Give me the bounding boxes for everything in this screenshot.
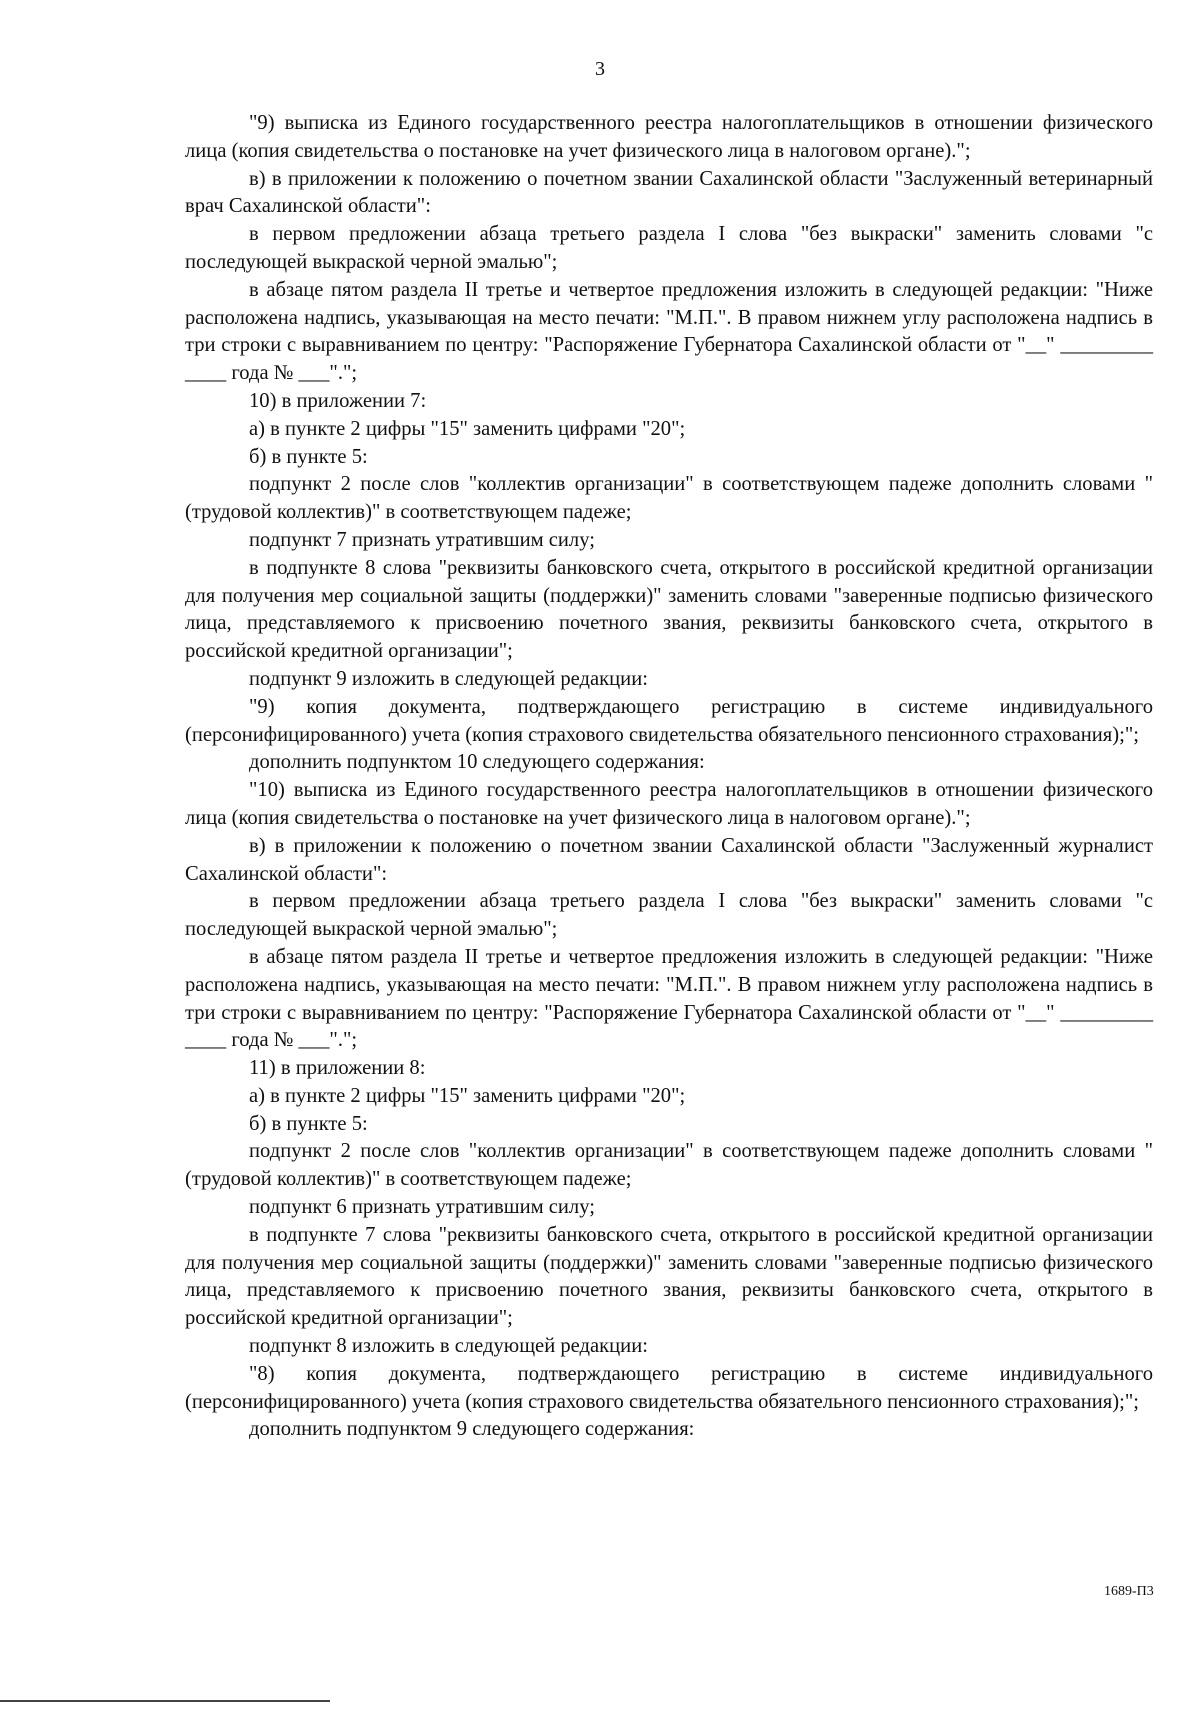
paragraph: в подпункте 8 слова "реквизиты банковского счета, открытого в российской кредитной организации для получения мер социальной защиты (поддержки)" заменить словами "заверенные подписью физического лица, представляемого к присвоению почетного звания, реквизиты банковского счета, открытого в российской кредитной организации"; <box>185 556 1153 663</box>
paragraph: в подпункте 7 слова "реквизиты банковского счета, открытого в российской кредитной организации для получения мер социальной защиты (поддержки)" заменить словами "заверенные подписью физического лица, представляемого к присвоению почетного звания, реквизиты банковского счета, открытого в российской кредитной организации"; <box>185 1223 1153 1330</box>
paragraph: в абзаце пятом раздела II третье и четвертое предложения изложить в следующей редакции: "Ниже расположена надпись, указывающая на место печати: "М.П.". В правом нижнем углу расположена надпись в три строки с выравниванием по центру: "Распоряжение Губернатора Сахалинской области от "__" _________ ____ года № ___"."; <box>185 278 1153 385</box>
paragraph: "9) выписка из Единого государственного реестра налогоплательщиков в отношении физического лица (копия свидетельства о постановке на учет физического лица в налоговом органе)."; <box>185 112 1153 162</box>
paragraph: 10) в приложении 7: <box>249 389 427 412</box>
paragraph: в первом предложении абзаца третьего раздела I слова "без выкраски" заменить словами "с последующей выкраской черной эмалью"; <box>185 223 1153 273</box>
paragraph: 11) в приложении 8: <box>249 1057 426 1080</box>
paragraph: а) в пункте 2 цифры "15" заменить цифрами "20"; <box>249 417 686 440</box>
paragraph: "8) копия документа, подтверждающего регистрацию в системе индивидуального (персонифицированного) учета (копия страхового свидетельства обязательного пенсионного страхования);"; <box>185 1362 1153 1413</box>
paragraph: в первом предложении абзаца третьего раздела I слова "без выкраски" заменить словами "с последующей выкраской черной эмалью"; <box>185 890 1153 941</box>
page-number: 3 <box>595 58 605 80</box>
document-code: 1689-П3 <box>1104 1584 1154 1599</box>
paragraph: дополнить подпунктом 9 следующего содержания: <box>249 1418 695 1441</box>
paragraph: подпункт 6 признать утратившим силу; <box>249 1196 595 1219</box>
paragraph: подпункт 2 после слов "коллектив организации" в соответствующем падеже дополнить словами "(трудовой коллектив)" в соответствующем падеже; <box>185 473 1153 524</box>
paragraph: дополнить подпунктом 10 следующего содержания: <box>249 751 705 774</box>
paragraph: подпункт 7 признать утратившим силу; <box>249 528 595 551</box>
paragraph: подпункт 9 изложить в следующей редакции: <box>249 667 648 690</box>
paragraph: а) в пункте 2 цифры "15" заменить цифрами "20"; <box>249 1084 686 1107</box>
paragraph: подпункт 2 после слов "коллектив организации" в соответствующем падеже дополнить словами "(трудовой коллектив)" в соответствующем падеже; <box>185 1140 1153 1191</box>
document-body <box>185 110 1153 1444</box>
paragraph: б) в пункте 5: <box>249 1112 368 1135</box>
paragraph: в абзаце пятом раздела II третье и четвертое предложения изложить в следующей редакции: "Ниже расположена надпись, указывающая на место печати: "М.П.". В правом нижнем углу расположена надпись в три строки с выравниванием по центру: "Распоряжение Губернатора Сахалинской области от "__" _________ ____ года № ___"."; <box>185 945 1153 1052</box>
paragraph: "10) выписка из Единого государственного реестра налогоплательщиков в отношении физического лица (копия свидетельства о постановке на учет физического лица в налоговом органе)."; <box>185 779 1153 829</box>
scan-edge-line <box>0 1700 330 1702</box>
paragraph: б) в пункте 5: <box>249 445 368 468</box>
paragraph: подпункт 8 изложить в следующей редакции: <box>249 1335 648 1358</box>
paragraph: в) в приложении к положению о почетном звании Сахалинской области "Заслуженный ветеринарный врач Сахалинской области": <box>185 167 1153 218</box>
paragraph: в) в приложении к положению о почетном звании Сахалинской области "Заслуженный журналист Сахалинской области": <box>185 834 1153 885</box>
paragraph: "9) копия документа, подтверждающего регистрацию в системе индивидуального (персонифицированного) учета (копия страхового свидетельства обязательного пенсионного страхования);"; <box>185 695 1153 746</box>
